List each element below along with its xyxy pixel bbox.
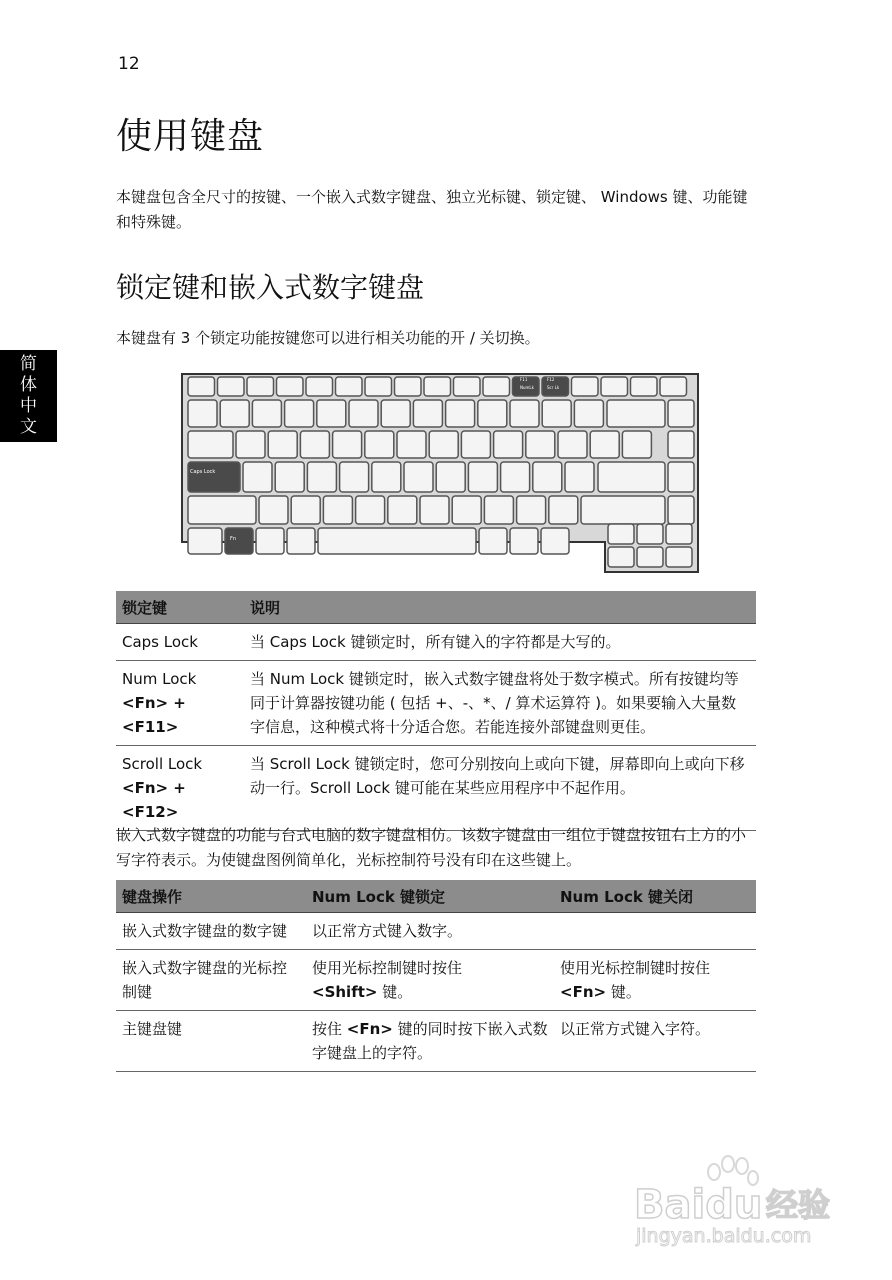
- table-row: [116, 624, 756, 661]
- keyboard-key: [291, 496, 320, 524]
- keyboard-key: [397, 431, 426, 458]
- keyboard-key: [317, 400, 346, 427]
- header-operation: 键盘操作: [116, 880, 306, 913]
- keyboard-key: [252, 400, 281, 427]
- language-side-tab: [0, 350, 57, 442]
- lock-key-cell: [116, 624, 244, 661]
- keyboard-key: [268, 431, 297, 458]
- keyboard-key: [436, 462, 465, 492]
- function-key: [365, 377, 392, 396]
- keyboard-key: [590, 431, 619, 458]
- keyboard-illustration: [180, 372, 700, 574]
- keyboard-key: [565, 462, 594, 492]
- keyboard-key: [533, 462, 562, 492]
- keyboard-key: [574, 400, 603, 427]
- function-key: [306, 377, 333, 396]
- right-shift-key: [581, 496, 665, 524]
- function-key: [631, 377, 658, 396]
- watermark-url: jingyan.baidu.com: [636, 1225, 812, 1247]
- keyboard-key: [510, 400, 539, 427]
- operation-cell: 主键盘键: [116, 1011, 306, 1072]
- table-row: [116, 746, 756, 831]
- keyboard-key: [356, 496, 385, 524]
- baidu-jingyan-watermark: [632, 1150, 852, 1250]
- keyboard-key: [420, 496, 449, 524]
- embedded-keypad-paragraph: 嵌入式数字键盘的功能与台式电脑的数字键盘相仿。该数字键盘由一组位于键盘按钮右上方的小写字符表示。为使键盘图例简单化，光标控制符号没有印在这些键上。: [116, 826, 747, 869]
- keyboard-key: [243, 462, 272, 492]
- table-header-row: [116, 591, 756, 624]
- keyboard-key: [510, 528, 538, 554]
- arrow-right-key: [666, 547, 692, 567]
- keyboard-key: [323, 496, 352, 524]
- header-numlock-on: Num Lock 键锁定: [306, 880, 554, 913]
- keyboard-key: [429, 431, 458, 458]
- caps-lock-key: [188, 462, 240, 492]
- page-title: 使用键盘: [116, 116, 265, 157]
- keyboard-key: [452, 496, 481, 524]
- left-shift-key: [188, 496, 256, 524]
- keyboard-key: [526, 431, 555, 458]
- keypad-operations-table: [116, 880, 756, 1072]
- keyboard-key: [275, 462, 304, 492]
- numlock-on-cell: [306, 1011, 554, 1072]
- table-row: [116, 913, 756, 950]
- keyboard-key: [668, 400, 694, 427]
- keyboard-key: [413, 400, 442, 427]
- arrow-down-key: [637, 547, 663, 567]
- keyboard-key: [285, 400, 314, 427]
- keyboard-key: [668, 496, 694, 524]
- enter-key: [598, 462, 665, 492]
- keyboard-key: [484, 496, 513, 524]
- arrow-up-key: [608, 524, 634, 544]
- keyboard-key: [333, 431, 362, 458]
- numlock-off-cell: [554, 1011, 756, 1072]
- function-key: [483, 377, 510, 396]
- lock-key-cell: [116, 746, 244, 831]
- side-tab-char: 文: [20, 417, 37, 437]
- cell-text: 使用光标控制键时按住: [560, 959, 711, 977]
- intro-paragraph: 本键盘包含全尺寸的按键、一个嵌入式数字键盘、独立光标键、锁定键、 Windows 键、功能键和特殊键。: [116, 188, 748, 231]
- keyboard-key: [461, 431, 490, 458]
- numlock-on-cell: [306, 913, 554, 950]
- side-tab-char: 体: [20, 375, 37, 395]
- f12-key-sublabel: Scr Lk: [547, 385, 560, 390]
- lock-key-name: Num Lock: [122, 670, 197, 688]
- table-row: [116, 1011, 756, 1072]
- section-heading: 锁定键和嵌入式数字键盘: [116, 271, 425, 304]
- lock-key-description: 当 Num Lock 键锁定时，嵌入式数字键盘将处于数字模式。所有按键均等同于计算器按键功能 ( 包括 +、-、*、/ 算术运算符 )。如果要输入大量数字信息，这种模式将十分适合您。若能连接外部键盘则更佳。: [244, 661, 756, 746]
- lock-key-cell: [116, 661, 244, 746]
- cell-text: 使用光标控制键时按住: [312, 959, 463, 977]
- cell-text-tail: 键。: [606, 983, 641, 1001]
- keyboard-key: [307, 462, 336, 492]
- function-key: [601, 377, 628, 396]
- space-key: [318, 528, 476, 554]
- function-key: [277, 377, 304, 396]
- function-key: [218, 377, 245, 396]
- watermark-cn: 经验: [766, 1186, 831, 1224]
- operation-cell: 嵌入式数字键盘的数字键: [116, 913, 306, 950]
- keyboard-key: [404, 462, 433, 492]
- watermark-brand: Baidu: [634, 1182, 763, 1228]
- tab-key: [188, 431, 233, 458]
- function-key: [660, 377, 687, 396]
- lock-key-combo: <Fn> + <F12>: [122, 779, 186, 821]
- keyboard-key: [220, 400, 249, 427]
- arrow-left-key: [608, 547, 634, 567]
- keyboard-key: [349, 400, 378, 427]
- keyboard-key: [372, 462, 401, 492]
- paw-logo-icon: [708, 1156, 758, 1185]
- function-key: [424, 377, 451, 396]
- keyboard-key: [549, 496, 578, 524]
- f12-key-label: F12: [547, 377, 555, 382]
- keyboard-key: [666, 524, 692, 544]
- cell-text-tail: 键。: [377, 983, 413, 1001]
- keyboard-key: [494, 431, 523, 458]
- numlock-off-cell: [554, 950, 756, 1011]
- keyboard-key: [668, 431, 694, 458]
- side-tab-char: 中: [20, 396, 37, 416]
- caps-lock-key-label: Caps Lock: [190, 469, 216, 475]
- cell-text-tail: 键的同时按下嵌入式数字键盘上的字符。: [312, 1020, 548, 1062]
- lock-intro-paragraph: 本键盘有 3 个锁定功能按键您可以进行相关功能的开 / 关切换。: [116, 329, 540, 347]
- cell-text: 按住: [312, 1020, 347, 1038]
- function-key: [247, 377, 274, 396]
- lock-key-description: 当 Scroll Lock 键锁定时，您可分别按向上或向下键，屏幕即向上或向下移动一行。Scroll Lock 键可能在某些应用程序中不起作用。: [244, 746, 756, 831]
- table-header-row: [116, 880, 756, 913]
- header-description: 说明: [244, 591, 756, 624]
- function-key: [188, 377, 215, 396]
- keyboard-key: [541, 528, 569, 554]
- function-key: [336, 377, 363, 396]
- keyboard-key: [622, 431, 651, 458]
- keyboard-keys: [182, 374, 698, 572]
- keyboard-key: [637, 524, 663, 544]
- header-lock-key: 锁定键: [116, 591, 244, 624]
- keyboard-key: [558, 431, 587, 458]
- numlock-off-cell: [554, 913, 756, 950]
- keyboard-key: [668, 462, 694, 492]
- lock-keys-table: [116, 591, 756, 831]
- keyboard-key: [542, 400, 571, 427]
- keyboard-key: [501, 462, 530, 492]
- keyboard-key: [287, 528, 315, 554]
- keyboard-key: [365, 431, 394, 458]
- f11-key-label: F11: [520, 377, 528, 382]
- cell-key: <Fn>: [346, 1020, 393, 1038]
- keyboard-key: [468, 462, 497, 492]
- table-row: [116, 661, 756, 746]
- operation-cell: 嵌入式数字键盘的光标控制键: [116, 950, 306, 1011]
- keyboard-key: [517, 496, 546, 524]
- function-key: [454, 377, 481, 396]
- lock-key-combo: <Fn> + <F11>: [122, 694, 186, 736]
- keyboard-key: [340, 462, 369, 492]
- keyboard-key: [381, 400, 410, 427]
- keyboard-key: [446, 400, 475, 427]
- keyboard-key: [478, 400, 507, 427]
- keyboard-key: [259, 496, 288, 524]
- keyboard-key: [188, 528, 222, 554]
- cell-key: <Shift>: [312, 983, 378, 1001]
- header-numlock-off: Num Lock 键关闭: [554, 880, 756, 913]
- backspace-key: [607, 400, 665, 427]
- keyboard-key: [388, 496, 417, 524]
- function-key: [395, 377, 422, 396]
- page-number: 12: [118, 54, 140, 74]
- table-row: [116, 950, 756, 1011]
- lock-key-name: Scroll Lock: [122, 755, 203, 773]
- keyboard-key: [300, 431, 329, 458]
- keyboard-key: [479, 528, 507, 554]
- cell-text: 以正常方式键入数字。: [312, 922, 463, 940]
- keyboard-key: [236, 431, 265, 458]
- lock-key-name: Caps Lock: [122, 633, 198, 651]
- keyboard-key: [188, 400, 217, 427]
- cell-key: <Fn>: [560, 983, 607, 1001]
- keyboard-key: [256, 528, 284, 554]
- f11-key-sublabel: NumLk: [520, 385, 534, 390]
- function-key: [572, 377, 599, 396]
- lock-key-description: 当 Caps Lock 键锁定时，所有键入的字符都是大写的。: [244, 624, 756, 661]
- cell-text: 以正常方式键入字符。: [560, 1020, 711, 1038]
- fn-key-label: Fn: [230, 536, 237, 542]
- numlock-on-cell: [306, 950, 554, 1011]
- side-tab-char: 简: [20, 354, 37, 374]
